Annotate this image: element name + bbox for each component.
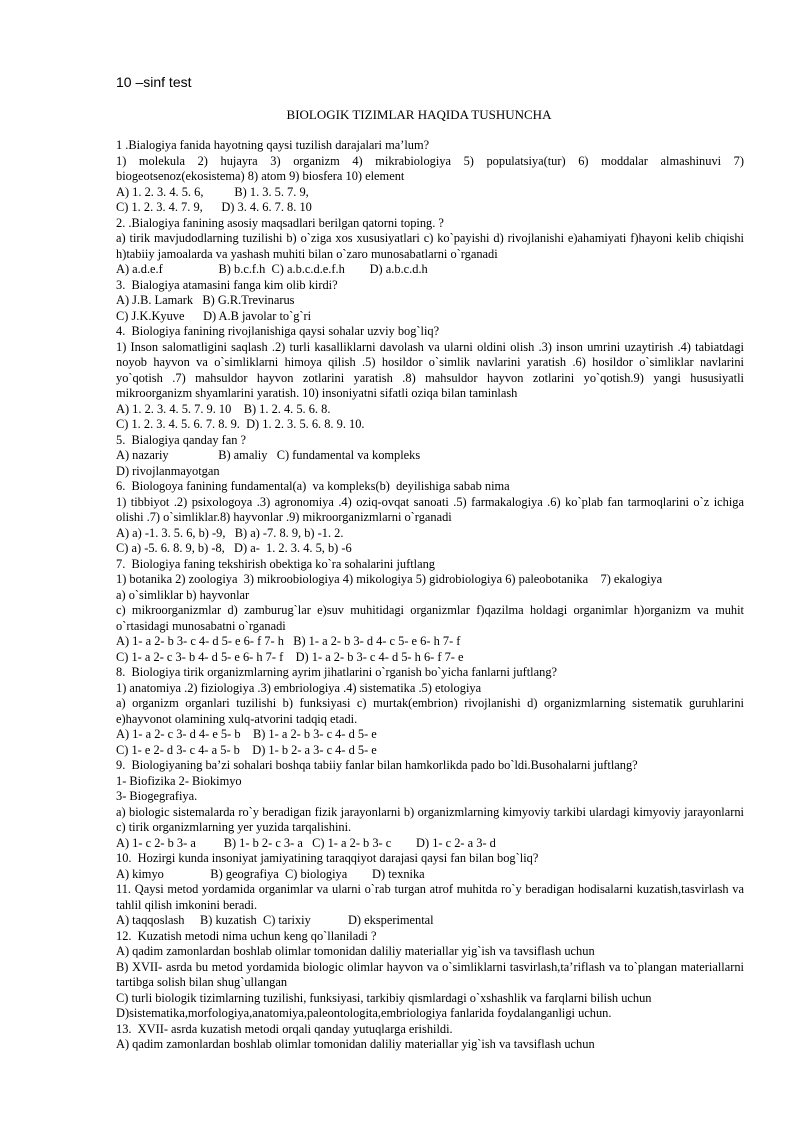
text-line: A) kimyo B) geografiya C) biologiya D) texnika: [116, 866, 425, 881]
text-line: A) taqqoslash B) kuzatish C) tarixiy D) eksperimental: [116, 913, 434, 927]
text-line: D) rivojlanmayotgan: [116, 463, 220, 478]
document-body: [116, 138, 744, 1053]
document-title: BIOLOGIK TIZIMLAR HAQIDA TUSHUNCHA: [286, 107, 552, 122]
text-line: 1) anatomiya .2) fiziologiya .3) embriologiya .4) sistematika .5) etologiya: [116, 680, 482, 695]
text-line: 7. Biologiya faning tekshirish obektiga ko`ra sohalarini juftlang: [116, 556, 435, 571]
text-line: A) J.B. Lamark B) G.R.Trevinarus: [116, 293, 295, 307]
text-line: C) a) -5. 6. 8. 9, b) -8, D) a- 1. 2. 3. 4. 5, b) -6: [116, 541, 352, 555]
text-paragraph: a) biologic sistemalarda ro`y beradigan fizik jarayonlarni b) organizmlarning kimyoviy tarkibi ulardagi kimyoviy jarayonlarni c) tirik organizmlarning yer yuzida tarqalishini.: [116, 804, 744, 834]
text-line: 13. XVII- asrda kuzatish metodi orqali qanday yutuqlarga erishildi.: [116, 1021, 453, 1036]
text-line: C) 1. 2. 3. 4. 5. 6. 7. 8. 9. D) 1. 2. 3. 5. 6. 8. 9. 10.: [116, 417, 365, 431]
text-line: A) qadim zamonlardan boshlab olimlar tomonidan daliliy materiallar yig`ish va tavsiflash uchun: [116, 1037, 595, 1051]
text-line: 10. Hozirgi kunda insoniyat jamiyatining taraqqiyot darajasi qaysi fan bilan bog`liq?: [116, 851, 539, 865]
text-line: A) a.d.e.f B) b.c.f.h C) a.b.c.d.e.f.h D) a.b.c.d.h: [116, 262, 428, 276]
text-paragraph: a) tirik mavjudodlarning tuzilishi b) o`ziga xos xususiyatlari c) ko`payishi d) rivojlanishi e)ahamiyati f)hayoni kelib chiqishi h)tabiiy jamoalarda va yashash muhiti bilan o`zaro munosabatlarni o`rganadi: [116, 231, 744, 261]
text-line: 12. Kuzatish metodi nima uchun keng qo`llaniladi ?: [116, 928, 377, 943]
text-paragraph: c) mikroorganizmlar d) zamburug`lar e)suv muhitidagi organizmlar f)qazilma holdagi organimlar h)organizm va muhit o`rtasidagi munosabatni o`rganadi: [116, 603, 744, 633]
text-paragraph: 11. Qaysi metod yordamida organimlar va ularni o`rab turgan atrof muhitda ro`y beradigan hodisalarni kuzatish,tasvirlash va tahlil qilish imkonini beradi.: [116, 882, 744, 912]
text-line: A) nazariy B) amaliy C) fundamental va kompleks: [116, 448, 421, 462]
text-line: D)sistematika,morfologiya,anatomiya,paleontologita,embriologiya fanlarida foydalanganligi uchun.: [116, 1006, 612, 1020]
text-line: 3- Biogegrafiya.: [116, 789, 198, 803]
text-line: 4. Biologiya fanining rivojlanishiga qaysi sohalar uzviy bog`liq?: [116, 324, 440, 338]
text-line: 1 .Bialogiya fanida hayotning qaysi tuzilish darajalari ma’lum?: [116, 138, 430, 152]
text-line: A) 1. 2. 3. 4. 5. 6, B) 1. 3. 5. 7. 9,: [116, 184, 309, 199]
text-line: C) turli biologik tizimlarning tuzilishi, funksiyasi, tarkibiy qismlardagi o`xshashlik va farqlarni bilish uchun: [116, 990, 652, 1005]
text-line: C) 1- e 2- d 3- c 4- a 5- b D) 1- b 2- a 3- c 4- d 5- e: [116, 742, 377, 757]
text-line: 9. Biologiyaning ba’zi sohalari boshqa tabiiy fanlar bilan hamkorlikda pado bo`ldi.Busohalarni juftlang?: [116, 758, 638, 772]
text-line: C) 1. 2. 3. 4. 7. 9, D) 3. 4. 6. 7. 8. 10: [116, 200, 312, 214]
text-line: 2. .Bialogiya fanining asosiy maqsadlari berilgan qatorni toping. ?: [116, 215, 444, 230]
text-line: 1) botanika 2) zoologiya 3) mikroobiologiya 4) mikologiya 5) gidrobiologiya 6) paleobotanika 7) ekalogiya: [116, 572, 663, 586]
text-line: A) 1. 2. 3. 4. 5. 7. 9. 10 B) 1. 2. 4. 5. 6. 8.: [116, 401, 331, 416]
text-line: A) qadim zamonlardan boshlab olimlar tomonidan daliliy materiallar yig`ish va tavsiflash uchun: [116, 944, 595, 958]
text-line: A) 1- a 2- b 3- c 4- d 5- e 6- f 7- h B) 1- a 2- b 3- d 4- c 5- e 6- h 7- f: [116, 634, 461, 648]
text-line: A) a) -1. 3. 5. 6, b) -9, B) a) -7. 8. 9, b) -1. 2.: [116, 525, 344, 540]
text-line: 8. Biologiya tirik organizmlarning ayrim jihatlarini o`rganish bo`yicha fanlarni juftlang?: [116, 665, 558, 679]
text-line: A) 1- a 2- c 3- d 4- e 5- b B) 1- a 2- b 3- c 4- d 5- e: [116, 727, 377, 741]
text-paragraph: 1) molekula 2) hujayra 3) organizm 4) mikrabiologiya 5) populatsiya(tur) 6) moddalar almashinuvi 7) biogeotsenoz(ekosistema) 8) atom 9) biosfera 10) element: [116, 153, 744, 183]
text-line: C) J.K.Kyuve D) A.B javolar to`g`ri: [116, 308, 312, 323]
text-paragraph: 1) tibbiyot .2) psixologoya .3) agronomiya .4) oziq-ovqat sanoati .5) farmakalogiya .6) ko`plab fan tarmoqlarini o`z ichiga olishi .7) o`simliklar.8) hayvonlar .9) mikroorganizmlarni o`rganadi: [116, 494, 744, 524]
text-line: 6. Biologoya fanining fundamental(a) va kompleks(b) deyilishiga sabab nima: [116, 479, 510, 493]
text-paragraph: B) XVII- asrda bu metod yordamida biologic olimlar hayvon va o`simliklarni tasvirlash,ta’riflash va to`plangan materiallarni tartibga solish bilan shug`ullangan: [116, 959, 744, 989]
text-line: 5. Bialogiya qanday fan ?: [116, 432, 247, 447]
document-header: 10 –sinf test: [116, 74, 192, 90]
text-paragraph: 1) Inson salomatligini saqlash .2) turli kasalliklarni davolash va ularni oldini olish .3) inson umrini uzaytirish .4) tabiatdagi noyob hayvon va o`simliklarni himoya qilish .5) hosildor o`simlik navlarini yaratish .6) hosildor o`simliklar navlarini yo`qotish .7) mahsuldor hayvon zotlarini yaratish .8) mahsuldor hayvon zotlarini yo`qotish.9) yangi hususiyatli mikroorganizm shyamlarini yaratish. 10) insoniyatni sifatli oziqa bilan taminlash: [116, 339, 744, 400]
text-line: C) 1- a 2- c 3- b 4- d 5- e 6- h 7- f D) 1- a 2- b 3- c 4- d 5- h 6- f 7- e: [116, 649, 464, 664]
text-line: a) o`simliklar b) hayvonlar: [116, 587, 250, 602]
text-line: A) 1- c 2- b 3- a B) 1- b 2- c 3- a C) 1- a 2- b 3- c D) 1- c 2- a 3- d: [116, 835, 496, 850]
text-line: 1- Biofizika 2- Biokimyo: [116, 773, 242, 788]
text-line: 3. Bialogiya atamasini fanga kim olib kirdi?: [116, 277, 338, 292]
text-paragraph: a) organizm organlari tuzilishi b) funksiyasi c) murtak(embrion) rivojlanishi d) organizmlarning sistematik guruhlarini e)hayvonot olamining xulq-atvorini tadqiq etadi.: [116, 696, 744, 726]
